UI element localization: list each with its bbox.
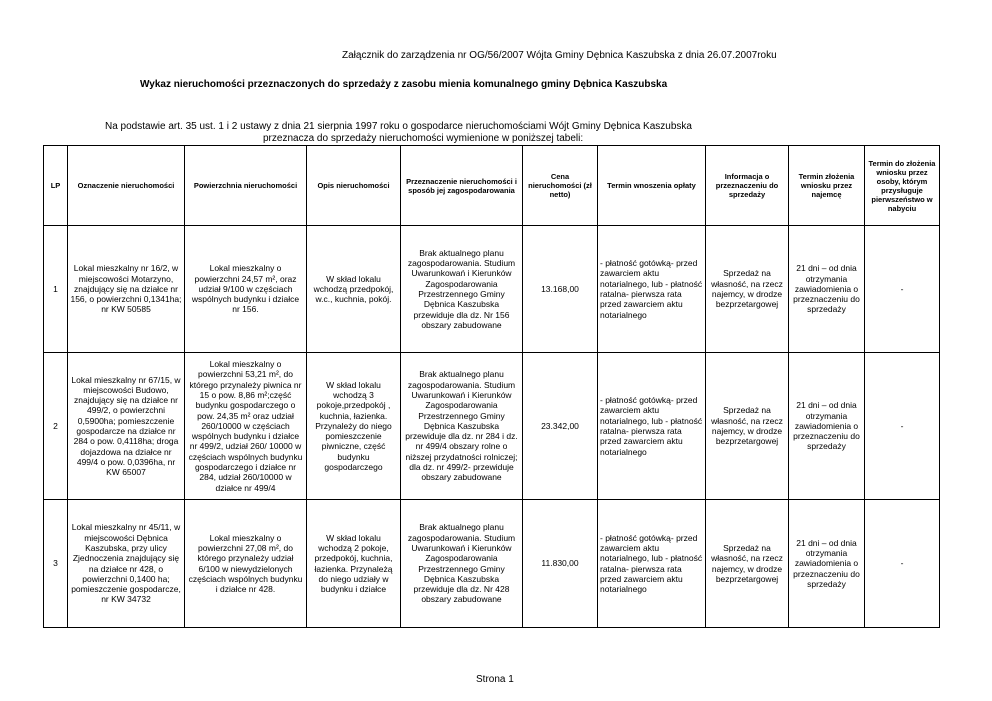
cell-termin-oplaty: - płatność gotówką- przed zawarciem aktu notarialnego, lub - płatność ratalna- pierwsza rata przed zawarciem aktu notarialnego xyxy=(598,500,706,628)
cell-termin-pierwszenstwo: - xyxy=(865,500,940,628)
cell-opis: W skład lokalu wchodzą 2 pokoje, przedpokój, kuchnia, łazienka. Przynależą do niego udziały w budynku i działce xyxy=(307,500,401,628)
cell-termin-pierwszenstwo: - xyxy=(865,226,940,353)
page-number: Strona 1 xyxy=(476,674,514,685)
column-header: Opis nieruchomości xyxy=(307,146,401,226)
table-row xyxy=(44,500,940,628)
cell-cena: 23.342,00 xyxy=(523,353,598,500)
cell-oznaczenie: Lokal mieszkalny nr 45/11, w miejscowości Dębnica Kaszubska, przy ulicy Zjednoczenia znajdujący się na działce nr 428, o powierzchni 0,1400 ha; pomieszczenie gospodarcze, nr KW 34732 xyxy=(68,500,185,628)
cell-termin-najemca: 21 dni – od dnia otrzymania zawiadomienia o przeznaczeniu do sprzedaży xyxy=(789,353,865,500)
cell-powierzchnia: Lokal mieszkalny o powierzchni 27,08 m², do którego przynależy udział 6/100 w niewydzielonych częściach wspólnych budynku i działce nr 428. xyxy=(185,500,307,628)
column-header: Powierzchnia nieruchomości xyxy=(185,146,307,226)
cell-oznaczenie: Lokal mieszkalny nr 16/2, w miejscowości Motarzyno, znajdujący się na działce nr 156, o powierzchni 0,1341ha; nr KW 50585 xyxy=(68,226,185,353)
column-header: Termin złożenia wniosku przez najemcę xyxy=(789,146,865,226)
cell-termin-pierwszenstwo: - xyxy=(865,353,940,500)
cell-lp: 1 xyxy=(44,226,68,353)
cell-cena: 11.830,00 xyxy=(523,500,598,628)
cell-lp: 3 xyxy=(44,500,68,628)
cell-opis: W skład lokalu wchodzą przedpokój, w.c., kuchnia, pokój. xyxy=(307,226,401,353)
column-header: Oznaczenie nieruchomości xyxy=(68,146,185,226)
intro-line-1: Na podstawie art. 35 ust. 1 i 2 ustawy z dnia 21 sierpnia 1997 roku o gospodarce nieruchomościami Wójt Gminy Dębnica Kaszubska xyxy=(105,121,692,132)
cell-termin-oplaty: - płatność gotówką- przed zawarciem aktu notarialnego, lub - płatność ratalna- pierwsza rata przed zawarciem aktu notarialnego xyxy=(598,226,706,353)
column-header: Informacja o przeznaczeniu do sprzedaży xyxy=(706,146,789,226)
cell-powierzchnia: Lokal mieszkalny o powierzchni 53,21 m², do którego przynależy piwnica nr 15 o pow. 8,86 m²;część budynku gospodarczego o pow. 24,35 m² oraz udział 260/10000 w częściach wspólnych budynku i działce nr 499/2, udział 260/ 10000 w częściach wspólnych budynku gospodarczego i działce nr 284, udział 260/10000 w działce nr 499/4 xyxy=(185,353,307,500)
cell-oznaczenie: Lokal mieszkalny nr 67/15, w miejscowości Budowo, znajdujący się na działce nr 499/2, o powierzchni 0,5900ha; pomieszczenie gospodarcze na działce nr 284 o pow. 0,4118ha; droga dojazdowa na działce nr 499/4 o pow. 0,0396ha, nr KW 65007 xyxy=(68,353,185,500)
table-header-row xyxy=(44,146,940,226)
cell-termin-oplaty: - płatność gotówką- przed zawarciem aktu notarialnego, lub - płatność ratalna- pierwsza rata przed zawarciem aktu notarialnego xyxy=(598,353,706,500)
cell-informacja: Sprzedaż na własność, na rzecz najemcy, w drodze bezprzetargowej xyxy=(706,353,789,500)
cell-opis: W skład lokalu wchodzą 3 pokoje,przedpokój , kuchnia, łazienka. Przynależy do niego pomieszczenie piwniczne, część budynku gospodarczego xyxy=(307,353,401,500)
column-header: Termin do złożenia wniosku przez osoby, którym przysługuje pierwszeństwo w nabyciu xyxy=(865,146,940,226)
intro-line-2: przeznacza do sprzedaży nieruchomości wymienione w poniższej tabeli: xyxy=(263,133,584,144)
table-row xyxy=(44,226,940,353)
cell-informacja: Sprzedaż na własność, na rzecz najemcy, w drodze bezprzetargowej xyxy=(706,226,789,353)
cell-termin-najemca: 21 dni – od dnia otrzymania zawiadomienia o przeznaczeniu do sprzedaży xyxy=(789,500,865,628)
column-header: Przeznaczenie nieruchomości i sposób jej zagospodarowania xyxy=(401,146,523,226)
cell-termin-najemca: 21 dni – od dnia otrzymania zawiadomienia o przeznaczeniu do sprzedaży xyxy=(789,226,865,353)
cell-cena: 13.168,00 xyxy=(523,226,598,353)
cell-lp: 2 xyxy=(44,353,68,500)
cell-przeznaczenie: Brak aktualnego planu zagospodarowania. Studium Uwarunkowań i Kierunków Zagospodarowania Przestrzennego Gminy Dębnica Kaszubska przewiduje dla dz. Nr 428 obszary zabudowane xyxy=(401,500,523,628)
table-row xyxy=(44,353,940,500)
property-table xyxy=(43,145,940,628)
document-header: Załącznik do zarządzenia nr OG/56/2007 Wójta Gminy Dębnica Kaszubska z dnia 26.07.2007roku xyxy=(342,50,777,61)
column-header: LP xyxy=(44,146,68,226)
cell-informacja: Sprzedaż na własność, na rzecz najemcy, w drodze bezprzetargowej xyxy=(706,500,789,628)
column-header: Cena nieruchomości (zł netto) xyxy=(523,146,598,226)
cell-przeznaczenie: Brak aktualnego planu zagospodarowania. Studium Uwarunkowań i Kierunków Zagospodarowania Przestrzennego Gminy Dębnica Kaszubska przewiduje dla dz. Nr 156 obszary zabudowane xyxy=(401,226,523,353)
column-header: Termin wnoszenia opłaty xyxy=(598,146,706,226)
cell-przeznaczenie: Brak aktualnego planu zagospodarowania. Studium Uwarunkowań i Kierunków Zagospodarowania Przestrzennego Gminy Dębnica Kaszubska przewiduje dla dz. nr 284 i dz. nr 499/4 obszary rolne o niższej przydatności rolniczej; dla dz. nr 499/2- przewiduje obszary zabudowane xyxy=(401,353,523,500)
document-title: Wykaz nieruchomości przeznaczonych do sprzedaży z zasobu mienia komunalnego gminy Dębnica Kaszubska xyxy=(140,79,668,90)
cell-powierzchnia: Lokal mieszkalny o powierzchni 24,57 m², oraz udział 9/100 w częściach wspólnych budynku i działce nr 156. xyxy=(185,226,307,353)
